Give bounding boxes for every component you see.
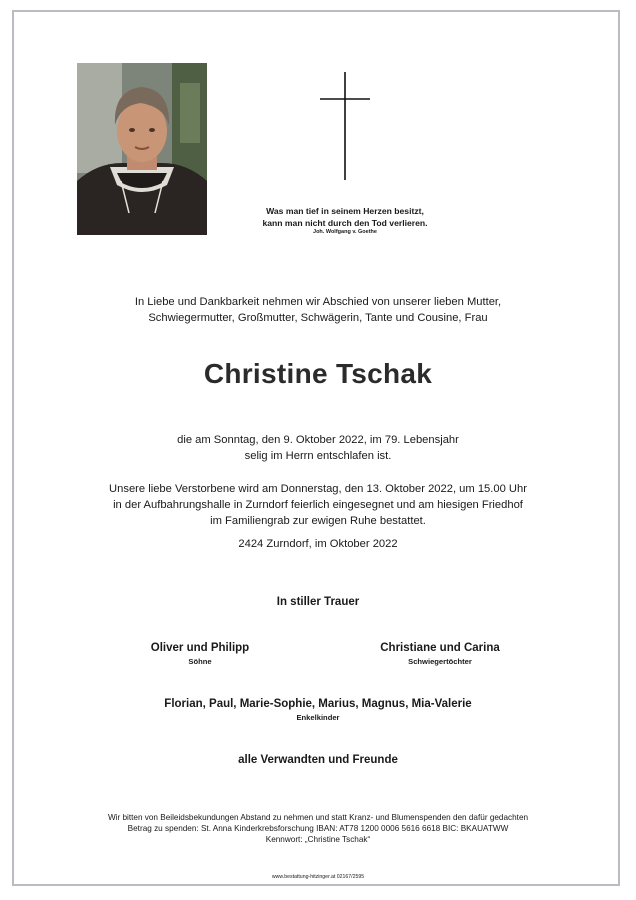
donation-line-3: Kennwort: „Christine Tschak“	[265, 835, 371, 844]
mourner-names: Oliver und Philipp	[150, 642, 250, 654]
funeral-home-website: www.bestattung-hitzinger.at 02167/2595	[271, 874, 365, 880]
donation-line-2: Betrag zu spenden: St. Anna Kinderkrebsforschung IBAN: AT78 1200 0006 5616 6618 BIC: BKAUATWW	[127, 824, 509, 833]
mourner-role: Schwiegertöchter	[408, 657, 472, 666]
goethe-quote	[225, 205, 465, 229]
death-line-1: die am Sonntag, den 9. Oktober 2022, im 79. Lebensjahr	[177, 434, 459, 446]
mourner-names: Florian, Paul, Marie-Sophie, Marius, Magnus, Mia-Valerie	[164, 698, 472, 710]
death-notice	[70, 432, 566, 464]
mourner-names: Christiane und Carina	[380, 642, 500, 654]
intro-line-2: Schwiegermutter, Großmutter, Schwägerin, Tante und Cousine, Frau	[148, 312, 488, 324]
cross-icon	[320, 72, 370, 180]
donation-note	[40, 812, 596, 845]
mourner-group-daughters-in-law	[350, 642, 530, 666]
death-line-2: selig im Herrn entschlafen ist.	[244, 450, 392, 462]
funeral-line-2: in der Aufbahrungshalle in Zurndorf feierlich eingesegnet und am hiesigen Friedhof	[113, 499, 523, 511]
mourner-role: Enkelkinder	[296, 713, 340, 722]
intro-text	[70, 294, 566, 326]
place-date: 2424 Zurndorf, im Oktober 2022	[238, 538, 398, 550]
intro-line-1: In Liebe und Dankbarkeit nehmen wir Abschied von unserer lieben Mutter,	[134, 296, 502, 308]
mourning-heading: In stiller Trauer	[276, 596, 360, 608]
mourner-group-sons	[110, 642, 290, 666]
funeral-line-3: im Familiengrab zur ewigen Ruhe bestattet.	[210, 515, 426, 527]
relatives-line: alle Verwandten und Freunde	[238, 754, 398, 766]
quote-line-2: kann man nicht durch den Tod verlieren.	[262, 218, 428, 228]
donation-line-1: Wir bitten von Beileidsbekundungen Abstand zu nehmen und statt Kranz- und Blumenspenden den dafür gedachten	[107, 813, 529, 822]
quote-line-1: Was man tief in seinem Herzen besitzt,	[266, 206, 424, 216]
portrait-photo	[77, 63, 207, 235]
quote-author: Joh. Wolfgang v. Goethe	[313, 229, 377, 235]
mourner-role: Söhne	[188, 657, 212, 666]
funeral-line-1: Unsere liebe Verstorbene wird am Donnerstag, den 13. Oktober 2022, um 15.00 Uhr	[109, 483, 527, 495]
deceased-name: Christine Tschak	[203, 358, 433, 389]
mourner-group-grandchildren	[60, 698, 576, 722]
portrait-image	[77, 63, 207, 235]
funeral-details	[60, 481, 576, 529]
